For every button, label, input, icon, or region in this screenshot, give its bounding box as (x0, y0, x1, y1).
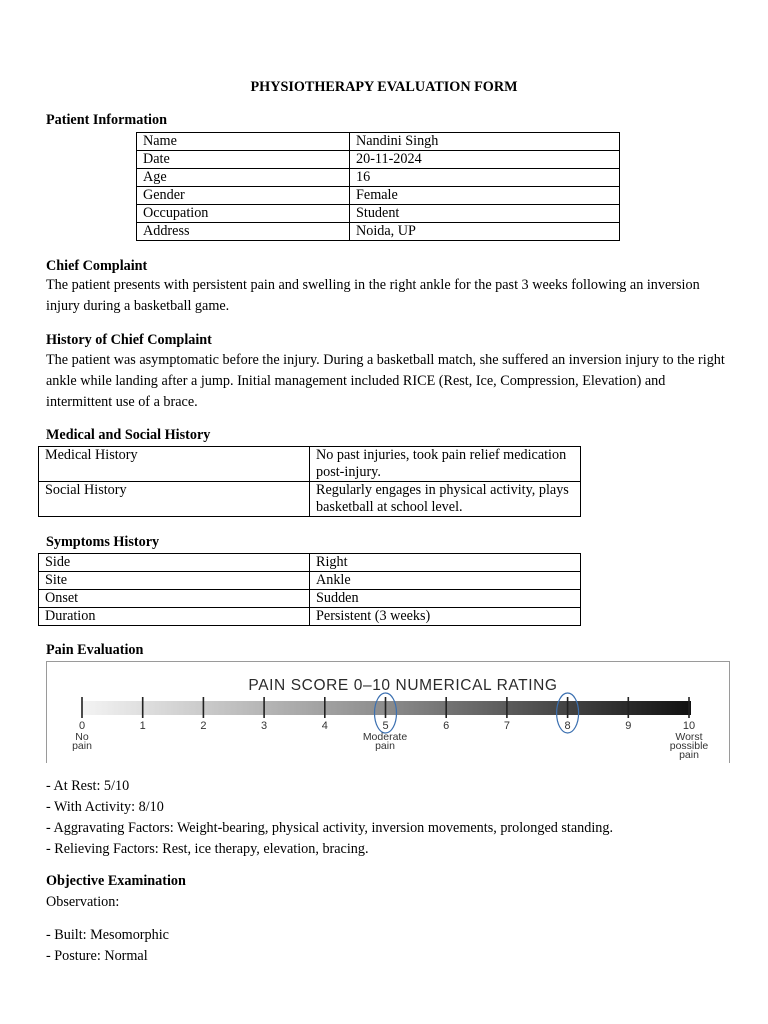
table-cell-value: 16 (350, 169, 620, 187)
pain-scale-tick-label: 9 (625, 720, 632, 732)
anchor-high-line1: Worst (675, 731, 703, 743)
medical-social-heading: Medical and Social History (46, 427, 211, 443)
table-cell-value: Sudden (310, 590, 581, 608)
table-row (39, 554, 581, 572)
pain-scale-tick-label: 0 (78, 720, 86, 732)
table-cell-value: Nandini Singh (350, 133, 620, 151)
table-cell-label: Onset (39, 590, 310, 608)
observation-list (46, 925, 746, 967)
table-cell-label: Gender (137, 187, 350, 205)
pain-scale-tick-label: 4 (321, 720, 328, 732)
history-text: The patient was asymptomatic before the injury. During a basketball match, she suffered an inversion injury to the right ankle while landing after a jump. Initial management included RICE (Rest, Ice, Compression, Elevation) and intermittent use of a brace. (46, 352, 725, 410)
pain-evaluation-heading: Pain Evaluation (46, 642, 144, 658)
anchor-mid-line2: pain (375, 740, 395, 752)
table-cell-label: Address (137, 223, 350, 241)
pain-scale-tick-label: 8 (564, 720, 571, 732)
pain-scale-tick-label: 7 (503, 720, 510, 732)
table-cell-label: Occupation (137, 205, 350, 223)
form-title: PHYSIOTHERAPY EVALUATION FORM (250, 79, 518, 95)
table-cell-value: 20-11-2024 (350, 151, 620, 169)
pain-details-list (46, 776, 746, 860)
table-cell-label: Site (39, 572, 310, 590)
pain-rating-scale-image (46, 661, 730, 763)
table-row (137, 169, 620, 187)
table-row (137, 151, 620, 169)
table-cell-label: Name (137, 133, 350, 151)
table-cell-value: Regularly engages in physical activity, plays basketball at school level. (310, 482, 581, 517)
table-row (39, 608, 581, 626)
table-row (39, 447, 581, 482)
anchor-high-line3: pain (679, 749, 699, 761)
table-cell-value: Student (350, 205, 620, 223)
table-cell-label: Medical History (39, 447, 310, 482)
history-heading: History of Chief Complaint (46, 332, 212, 348)
table-cell-label: Date (137, 151, 350, 169)
pain-scale-tick-label: 10 (682, 720, 696, 732)
pain-scale-tick-label: 2 (200, 720, 207, 732)
anchor-high-line2: possible (669, 740, 709, 752)
list-item: - Relieving Factors: Rest, ice therapy, elevation, bracing. (46, 841, 369, 857)
medical-social-table (38, 446, 581, 517)
table-row (137, 205, 620, 223)
table-row (137, 133, 620, 151)
patient-info-heading: Patient Information (46, 112, 167, 128)
list-item: - With Activity: 8/10 (46, 799, 164, 815)
table-cell-label: Duration (39, 608, 310, 626)
symptoms-table (38, 553, 581, 626)
table-cell-label: Age (137, 169, 350, 187)
table-row (39, 482, 581, 517)
table-cell-value: Ankle (310, 572, 581, 590)
chief-complaint-heading: Chief Complaint (46, 258, 148, 274)
table-cell-label: Social History (39, 482, 310, 517)
list-item: - At Rest: 5/10 (46, 778, 130, 794)
table-row (137, 187, 620, 205)
pain-scale-graphic (47, 662, 729, 763)
pain-scale-title: PAIN SCORE 0–10 NUMERICAL RATING (248, 677, 558, 694)
table-cell-value: Noida, UP (350, 223, 620, 241)
pain-scale-tick-label: 3 (261, 720, 268, 732)
pain-scale-tick-label: 5 (382, 720, 389, 732)
pain-scale-tick-label: 6 (443, 720, 450, 732)
anchor-low-line2: pain (72, 740, 92, 752)
list-item: - Built: Mesomorphic (46, 927, 169, 943)
list-item: - Aggravating Factors: Weight-bearing, physical activity, inversion movements, prolonged standing. (46, 820, 614, 836)
pain-scale-tick-label: 1 (139, 720, 146, 732)
table-cell-value: Right (310, 554, 581, 572)
list-item: - Posture: Normal (46, 948, 148, 964)
table-cell-label: Side (39, 554, 310, 572)
observation-label: Observation: (46, 894, 120, 910)
table-cell-value: Female (350, 187, 620, 205)
table-cell-value: No past injuries, took pain relief medication post-injury. (310, 447, 581, 482)
anchor-low-line1: No (75, 731, 89, 743)
table-row (137, 223, 620, 241)
objective-exam-heading: Objective Examination (46, 873, 186, 889)
chief-complaint-text: The patient presents with persistent pain and swelling in the right ankle for the past 3 weeks following an inversion injury during a basketball game. (46, 277, 700, 314)
symptoms-heading: Symptoms History (46, 534, 160, 550)
table-cell-value: Persistent (3 weeks) (310, 608, 581, 626)
anchor-mid-line1: Moderate (362, 731, 408, 743)
table-row (39, 590, 581, 608)
patient-info-table (136, 132, 620, 241)
table-row (39, 572, 581, 590)
